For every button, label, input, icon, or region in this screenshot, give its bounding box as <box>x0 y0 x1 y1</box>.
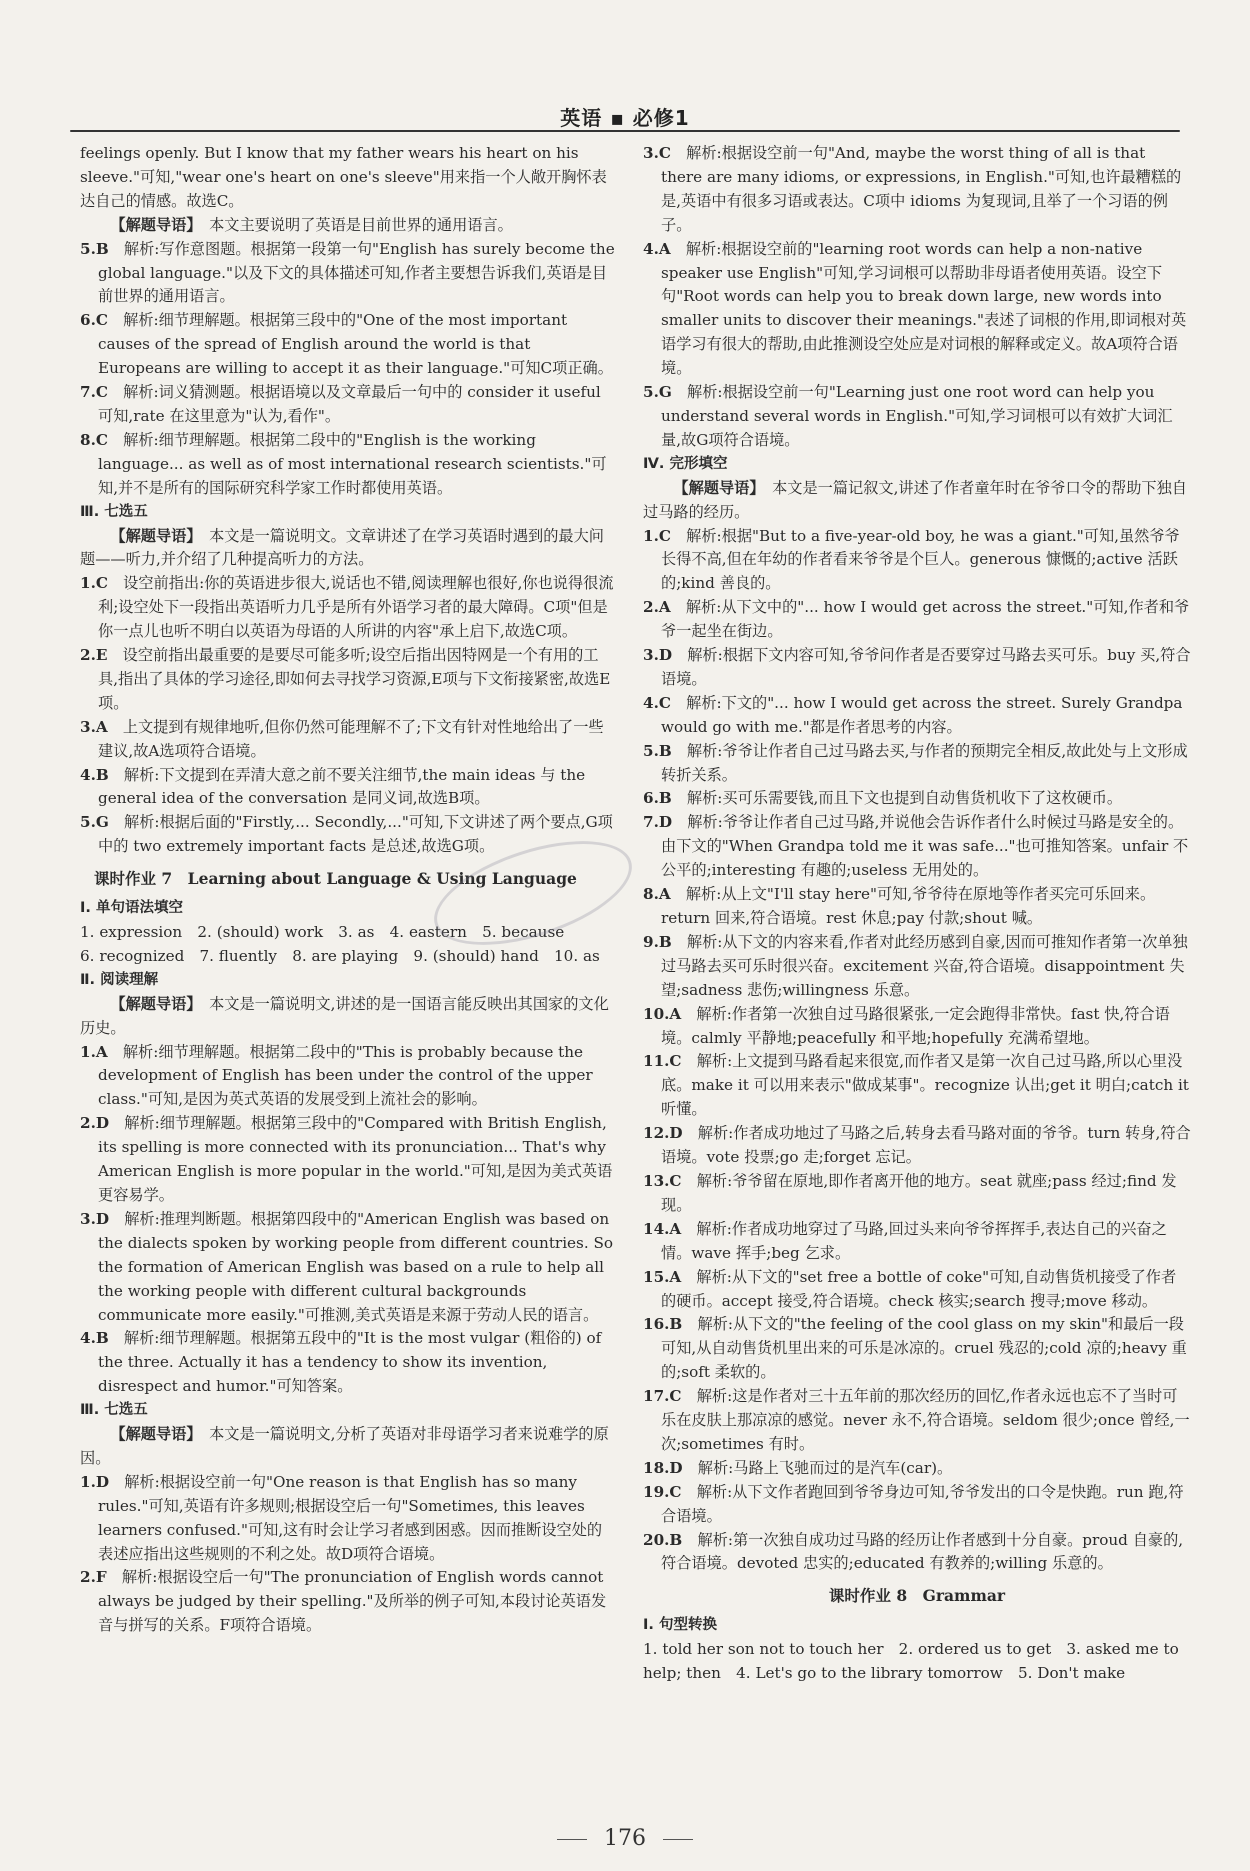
answer-explanation: 解析:作者第一次独自过马路很紧张,一定会跑得非常快。fast 快,符合语境。calmly 平静地;peacefully 和平地;hopefully 充满希望地。 <box>661 1004 1170 1047</box>
answer-number: 11.C <box>643 1052 682 1071</box>
answer-number: 20.B <box>643 1530 683 1549</box>
text-line: 6. recognized 7. fluently 8. are playing 9. (should) hand 10. as <box>80 946 600 965</box>
guide-tag: 【解题导语】 <box>110 215 202 234</box>
answer-number: 4.A <box>643 239 671 258</box>
reading-guide <box>80 214 615 238</box>
answer-number: 3.A <box>80 717 108 736</box>
answer-item <box>80 429 615 501</box>
answer-item <box>643 1385 1191 1457</box>
answer-item <box>643 692 1191 740</box>
answer-item <box>643 596 1191 644</box>
answer-number: 7.C <box>80 383 108 402</box>
guide-tag: 【解题导语】 <box>110 1425 202 1444</box>
answer-explanation: 解析:细节理解题。根据第三段中的"Compared with British English, its spelling is more connected with its pronunciation... That's why American English is more popular in the world."可知,是因为美式英语更容易学。 <box>98 1114 613 1204</box>
answer-explanation: 解析:从下文中的"... how I would get across the street."可知,作者和爷爷一起坐在街边。 <box>661 598 1190 641</box>
guide-text: 本文是一篇说明文,讲述的是一国语言能反映出其国家的文化历史。 <box>80 994 609 1037</box>
page-footer <box>0 1826 1250 1851</box>
reading-guide <box>643 477 1191 525</box>
answer-explanation: 解析:上文提到马路看起来很宽,而作者又是第一次自己过马路,所以心里没底。make it 可以用来表示"做成某事"。recognize 认出;get it 明白;catch it 听懂。 <box>661 1052 1189 1119</box>
answer-number: 10.A <box>643 1004 682 1023</box>
footer-dash-left <box>557 1839 587 1840</box>
answer-explanation: 解析:根据设空前一句"And, maybe the worst thing of all is that there are many idioms, or expressions, in English."可知,也许最糟糕的是,英语中有很多习语或表达。C项中 idioms 为复现词,且举了一个习语的例子。 <box>661 144 1182 234</box>
guide-text: 本文是一篇说明文。文章讲述了在学习英语时遇到的最大问题——听力,并介绍了几种提高听力的方法。 <box>80 526 604 569</box>
answer-number: 6.B <box>643 789 672 808</box>
answer-explanation: 解析:根据"But to a five-year-old boy, he was a giant."可知,虽然爷爷长得不高,但在年幼的作者看来爷爷是个巨人。generous 慷慨的;active 活跃的;kind 善良的。 <box>661 526 1180 593</box>
answer-explanation: 解析:根据下文内容可知,爷爷问作者是否要穿过马路去买可乐。buy 买,符合语境。 <box>661 646 1191 688</box>
section-heading: Ⅳ. 完形填空 <box>643 455 728 472</box>
answer-item <box>643 787 1191 811</box>
answer-explanation: 解析:细节理解题。根据第二段中的"English is the working language... as well as of most international research scientists."可知,并不是所有的国际研究科学家工作时都使用英语。 <box>98 430 607 497</box>
footer-dash-right <box>663 1839 693 1840</box>
answer-item <box>80 309 615 381</box>
answer-number: 14.A <box>643 1219 682 1238</box>
answer-item <box>643 1050 1191 1122</box>
answer-item <box>80 764 615 812</box>
section-heading: Ⅰ. 句型转换 <box>643 1617 717 1634</box>
guide-text: 本文是一篇说明文,分析了英语对非母语学习者来说难学的原因。 <box>80 1425 609 1467</box>
answer-number: 4.B <box>80 1329 109 1348</box>
answer-explanation: 解析:作者成功地穿过了马路,回过头来向爷爷挥挥手,表达自己的兴奋之情。wave 挥手;beg 乞求。 <box>661 1219 1167 1262</box>
answer-item <box>643 883 1191 931</box>
guide-tag: 【解题导语】 <box>673 478 765 497</box>
answer-explanation: 解析:作者成功地过了马路之后,转身去看马路对面的爷爷。turn 转身,符合语境。vote 投票;go 走;forget 忘记。 <box>661 1124 1191 1167</box>
answer-item <box>643 1003 1191 1051</box>
answer-number: 3.D <box>643 646 673 665</box>
answer-number: 5.G <box>643 383 672 402</box>
answer-item <box>80 716 615 764</box>
answer-number: 12.D <box>643 1124 683 1143</box>
guide-tag: 【解题导语】 <box>110 526 202 545</box>
answer-explanation: 解析:根据设空前一句"One reason is that English has so many rules."可知,英语有许多规则;根据设空后一句"Sometimes, this leaves learners confused."可知,这有时会让学习者感到困惑。因而推断设空处的表述应指出这些规则的不利之处。故D项符合语境。 <box>98 1472 603 1563</box>
answer-item <box>643 1170 1191 1218</box>
answer-number: 5.B <box>80 239 109 258</box>
answer-item <box>643 142 1191 238</box>
answer-item <box>80 381 615 429</box>
answer-item <box>80 644 615 716</box>
answer-explanation: 解析:从上文"I'll stay here"可知,爷爷待在原地等作者买完可乐回来。return 回来,符合语境。rest 休息;pay 付款;shout 喊。 <box>661 885 1156 927</box>
answer-number: 13.C <box>643 1171 682 1190</box>
text-line: 1. expression 2. (should) work 3. as 4. eastern 5. because <box>80 923 565 941</box>
answer-item <box>643 931 1191 1003</box>
answer-number: 8.C <box>80 430 108 449</box>
answer-explanation: 解析:从下文的"the feeling of the cool glass on my skin"和最后一段可知,从自动售货机里出来的可乐是冰凉的。cruel 残忍的;cold 凉的;heavy 重的;soft 柔软的。 <box>661 1315 1187 1382</box>
lesson-title: 课时作业 8 Grammar <box>828 1586 1006 1606</box>
answer-item <box>643 238 1191 381</box>
answer-item <box>643 1266 1191 1314</box>
answer-explanation: 解析:从下文的内容来看,作者对此经历感到自豪,因而可推知作者第一次单独过马路去买可乐时很兴奋。excitement 兴奋,符合语境。disappointment 失望;sadness 悲伤;willingness 乐意。 <box>661 932 1188 999</box>
header-rule <box>70 130 1180 132</box>
answer-explanation: 解析:词义猜测题。根据语境以及文章最后一句中的 consider it useful 可知,rate 在这里意为"认为,看作"。 <box>98 383 601 425</box>
answer-item <box>80 238 615 310</box>
guide-tag: 【解题导语】 <box>110 994 202 1013</box>
answer-explanation: 解析:从下文的"set free a bottle of coke"可知,自动售货机接受了作者的硬币。accept 接受,符合语境。check 核实;search 搜寻;move 移动。 <box>661 1267 1177 1310</box>
answer-explanation: 解析:这是作者对三十五年前的那次经历的回忆,作者永远也忘不了当时可乐在皮肤上那凉凉的感觉。never 永不,符合语境。seldom 很少;once 曾经,一次;sometimes 有时。 <box>661 1387 1190 1453</box>
answer-explanation: 上文提到有规律地听,但你仍然可能理解不了;下文有针对性地给出了一些建议,故A选项符合语境。 <box>98 717 604 760</box>
answer-item <box>643 740 1191 788</box>
answer-item <box>643 1529 1191 1577</box>
answer-number: 2.A <box>643 598 671 617</box>
answer-explanation: 解析:从下文作者跑回到爷爷身边可知,爷爷发出的口令是快跑。run 跑,符合语境。 <box>661 1482 1184 1525</box>
answer-number: 17.C <box>643 1387 682 1406</box>
answer-number: 3.C <box>643 144 671 162</box>
answer-explanation: 解析:根据设空后一句"The pronunciation of English words cannot always be judged by their spelling."及所举的例子可知,本段讨论英语发音与拼写的关系。F项符合语境。 <box>98 1568 607 1635</box>
answer-explanation: 解析:细节理解题。根据第五段中的"It is the most vulgar (粗俗的) of the three. Actually it has a tendency to show its invention, disrespect and humor."可知答案。 <box>98 1329 602 1396</box>
header-title: 英语 ▪ 必修1 <box>560 106 690 130</box>
answer-explanation: 解析:下文的"... how I would get across the street. Surely Grandpa would go with me."都是作者思考的内容。 <box>661 693 1183 736</box>
answer-number: 1.A <box>80 1042 108 1061</box>
page-number: 176 <box>604 1826 646 1851</box>
answer-number: 2.D <box>80 1114 110 1133</box>
answer-number: 6.C <box>80 311 108 330</box>
answer-item <box>643 525 1191 597</box>
answer-explanation: 解析:根据设空前一句"Learning just one root word can help you understand several words in English."可知,学习词根可以有效扩大词汇量,故G项符合语境。 <box>661 383 1173 449</box>
answer-number: 1.C <box>643 526 671 545</box>
lesson-title: 课时作业 7 Learning about Language & Using Language <box>94 869 577 889</box>
answer-explanation: 解析:根据设空前的"learning root words can help a non-native speaker use English"可知,学习词根可以帮助非母语者使用英语。设空下句"Root words can help you to break down large, new words into smaller units to discover their meanings."表述了词根的作用,即词根对英语学习有很大的帮助,由此推测设空处应是对词根的解释或定义。故A项符合语境。 <box>661 239 1187 378</box>
answer-number: 19.C <box>643 1482 682 1501</box>
answer-number: 3.D <box>80 1209 110 1228</box>
answer-explanation: 解析:爷爷让作者自己过马路去买,与作者的预期完全相反,故此处与上文形成转折关系。 <box>661 741 1188 784</box>
answer-number: 1.C <box>80 574 108 593</box>
answer-number: 2.F <box>80 1568 107 1587</box>
answer-explanation: 设空前指出最重要的是要尽可能多听;设空后指出因特网是一个有用的工具,指出了具体的学习途径,即如何去寻找学习资源,E项与下文衔接紧密,故选E项。 <box>98 646 611 712</box>
answer-item <box>80 1208 615 1328</box>
answer-item <box>80 1327 615 1399</box>
answer-item <box>643 1457 1191 1481</box>
answer-number: 1.D <box>80 1472 110 1491</box>
answer-explanation: 设空前指出:你的英语进步很大,说话也不错,阅读理解也很好,你也说得很流利;设空处下一段指出英语听力几乎是所有外语学习者的最大障碍。C项"但是你一点儿也听不明白以英语为母语的人所讲的内容"承上启下,故选C项。 <box>98 574 614 641</box>
answer-number: 18.D <box>643 1458 683 1477</box>
section-heading: Ⅲ. 七选五 <box>80 503 148 520</box>
answer-number: 15.A <box>643 1267 682 1286</box>
guide-text: 本文主要说明了英语是目前世界的通用语言。 <box>209 215 513 234</box>
answer-item <box>643 1218 1191 1266</box>
reading-guide <box>80 525 615 573</box>
answer-item <box>643 644 1191 692</box>
answer-number: 5.G <box>80 813 109 832</box>
answer-explanation: 解析:细节理解题。根据第二段中的"This is probably because the development of English has been under the control of the upper class."可知,是因为英式英语的发展受到上流社会的影响。 <box>98 1042 593 1109</box>
answer-explanation: 解析:根据后面的"Firstly,... Secondly,..."可知,下文讲述了两个要点,G项中的 two extremely important facts 是总述,故选G项。 <box>98 813 613 856</box>
answer-number: 9.B <box>643 932 672 951</box>
page-header <box>70 100 1180 136</box>
answer-item <box>643 1481 1191 1529</box>
answer-explanation: 解析:推理判断题。根据第四段中的"American English was based on the dialects spoken by working people from different countries. So the formation of American English was based on a rule to help all the working people with different cultural backgrounds communicate more easily."可推测,美式英语是来源于劳动人民的语言。 <box>98 1209 614 1324</box>
answer-explanation: 解析:买可乐需要钱,而且下文也提到自动售货机收下了这枚硬币。 <box>686 789 1123 808</box>
answer-explanation: 解析:写作意图题。根据第一段第一句"English has surely become the global language."以及下文的具体描述可知,作者主要想告诉我们,英语是目前世界的通用语言。 <box>98 239 615 306</box>
answer-number: 5.B <box>643 741 672 760</box>
answer-explanation: 解析:马路上飞驰而过的是汽车(car)。 <box>697 1458 953 1477</box>
answer-number: 4.C <box>643 693 671 712</box>
right-column <box>643 142 1191 1686</box>
reading-guide <box>80 993 615 1041</box>
text-line: 1. told her son not to touch her 2. ordered us to get 3. asked me to help; then 4. Let's go to the library tomorrow 5. Don't make <box>643 1640 1179 1683</box>
answer-item <box>80 1471 615 1567</box>
answer-explanation: 解析:爷爷让作者自己过马路,并说他会告诉作者什么时候过马路是安全的。由下文的"When Grandpa told me it was safe..."也可推知答案。unfair 不公平的;interesting 有趣的;useless 无用处的。 <box>661 813 1189 880</box>
section-heading: Ⅱ. 阅读理解 <box>80 971 159 988</box>
answer-item <box>643 1313 1191 1385</box>
answer-explanation: 解析:细节理解题。根据第三段中的"One of the most important causes of the spread of English around the world is that Europeans are willing to accept it as their language."可知C项正确。 <box>98 311 613 378</box>
answer-explanation: 解析:下文提到在弄清大意之前不要关注细节,the main ideas 与 the general idea of the conversation 是同义词,故选B项。 <box>98 765 586 808</box>
answer-number: 2.E <box>80 646 108 665</box>
answer-item <box>80 572 615 644</box>
answer-item <box>643 1122 1191 1170</box>
answer-number: 16.B <box>643 1315 683 1334</box>
answer-number: 8.A <box>643 885 671 904</box>
answer-explanation: 解析:第一次独自成功过马路的经历让作者感到十分自豪。proud 自豪的,符合语境。devoted 忠实的;educated 有教养的;willing 乐意的。 <box>661 1530 1184 1573</box>
reading-guide <box>80 1423 615 1471</box>
answer-explanation: 解析:爷爷留在原地,即作者离开他的地方。seat 就座;pass 经过;find 发现。 <box>661 1171 1177 1214</box>
text-line: feelings openly. But I know that my father wears his heart on his sleeve."可知,"wear one's heart on one's sleeve"用来指一个人敞开胸怀表达自己的情感。故选C。 <box>80 144 607 210</box>
answer-number: 4.B <box>80 765 109 784</box>
answer-item <box>80 1566 615 1638</box>
answer-item <box>643 381 1191 453</box>
answer-item <box>643 811 1191 883</box>
answer-number: 7.D <box>643 813 673 832</box>
section-heading: Ⅰ. 单句语法填空 <box>80 900 183 917</box>
guide-text: 本文是一篇记叙文,讲述了作者童年时在爷爷口令的帮助下独自过马路的经历。 <box>643 478 1187 521</box>
answer-item <box>80 1041 615 1113</box>
answer-item <box>80 1112 615 1208</box>
section-heading: Ⅲ. 七选五 <box>80 1402 148 1419</box>
